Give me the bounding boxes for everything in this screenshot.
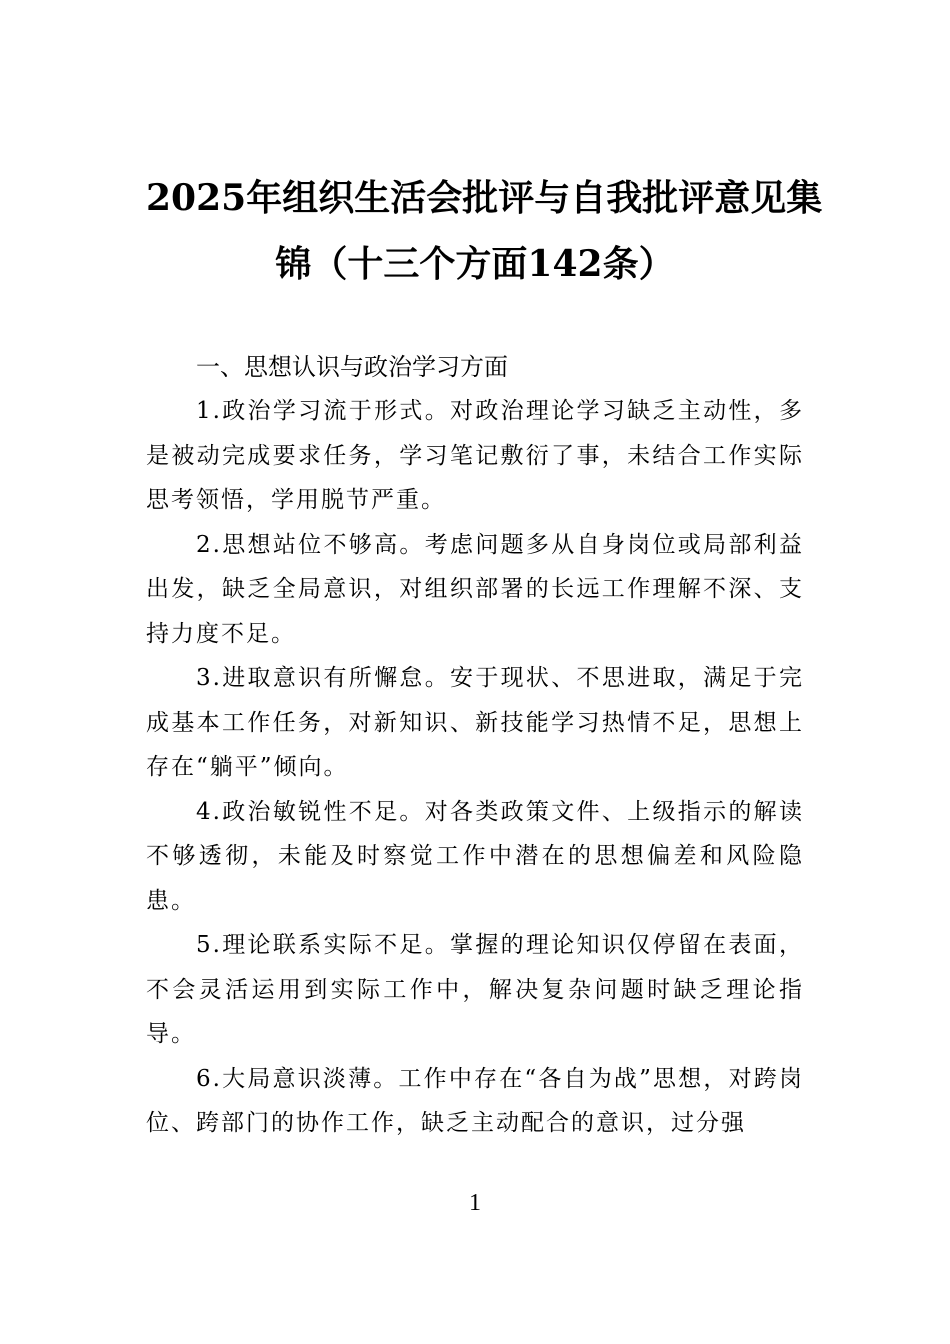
paragraph-item: 1.政治学习流于形式。对政治理论学习缺乏主动性，多是被动完成要求任务，学习笔记敷衍了事，未结合工作实际思考领悟，学用脱节严重。: [146, 398, 804, 513]
document-body: [146, 389, 804, 1146]
document-title: [146, 165, 823, 297]
paragraph-item: 3.进取意识有所懈怠。安于现状、不思进取，满足于完成基本工作任务，对新知识、新技能学习热情不足，思想上存在“躺平”倾向。: [146, 665, 804, 780]
title-line-1: 2025年组织生活会批评与自我批评意见集: [146, 177, 823, 219]
section-heading: 一、思想认识与政治学习方面: [196, 353, 508, 381]
paragraph-item: 5.理论联系实际不足。掌握的理论知识仅停留在表面，不会灵活运用到实际工作中，解决复杂问题时缺乏理论指导。: [146, 932, 804, 1047]
paragraph-item: 6.大局意识淡薄。工作中存在“各自为战”思想，对跨岗位、跨部门的协作工作，缺乏主动配合的意识，过分强: [146, 1065, 804, 1136]
page-number: 1: [469, 1190, 481, 1216]
title-line-2: 锦（十三个方面142条）: [275, 243, 675, 285]
paragraph-item: 4.政治敏锐性不足。对各类政策文件、上级指示的解读不够透彻，未能及时察觉工作中潜在的思想偏差和风险隐患。: [146, 798, 804, 914]
paragraph-item: 2.思想站位不够高。考虑问题多从自身岗位或局部利益出发，缺乏全局意识，对组织部署的长远工作理解不深、支持力度不足。: [146, 531, 804, 647]
